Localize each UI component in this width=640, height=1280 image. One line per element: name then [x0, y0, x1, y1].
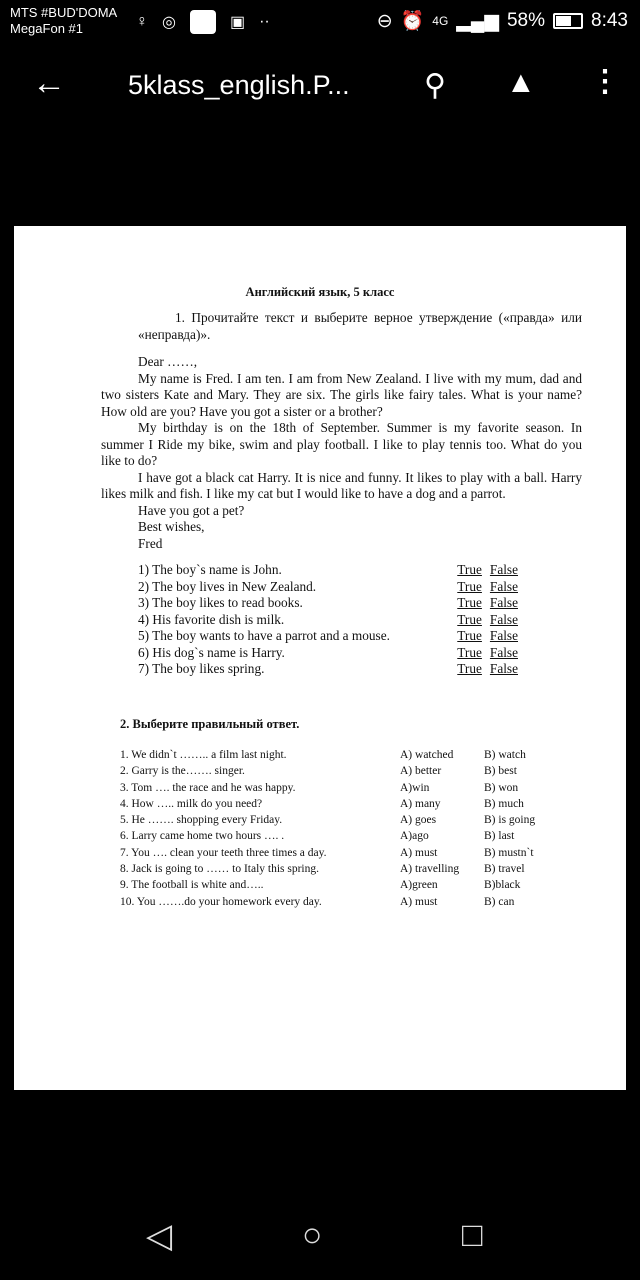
ok-icon: ♀ [136, 13, 148, 30]
question-text: 8. Jack is going to …… to Italy this spring. [120, 863, 320, 876]
option-b: B)black [484, 879, 521, 892]
false-option: False [489, 644, 518, 660]
document-title: 5klass_english.P... [128, 70, 350, 100]
statements [138, 562, 518, 678]
app-bar [0, 56, 640, 116]
statement-row [138, 562, 518, 579]
question-row [120, 845, 560, 861]
option-a: A) must [400, 846, 438, 859]
question-row [120, 780, 560, 796]
question-row [120, 747, 560, 763]
letter-line: Have you got a pet? [138, 502, 245, 518]
question-text: 7. You …. clean your teeth three times a day. [120, 846, 327, 859]
question-text: 9. The football is white and….. [120, 879, 264, 892]
option-b: B) best [484, 765, 517, 778]
option-a: A) many [400, 797, 441, 810]
navigation-bar [0, 1200, 640, 1280]
status-bar [0, 0, 640, 44]
option-b: B) last [484, 830, 515, 843]
letter-line: Dear ……, [138, 354, 198, 369]
search-icon[interactable]: ⚲ [424, 69, 446, 102]
true-option: True [457, 578, 482, 594]
false-option: False [489, 595, 518, 610]
true-option: True [457, 562, 482, 577]
target-icon: ◎ [162, 14, 176, 31]
option-b: B) can [484, 895, 515, 908]
letter [101, 354, 582, 552]
statement-text: 5) The boy wants to have a parrot and a mouse. [138, 628, 390, 643]
true-option: True [457, 611, 482, 627]
question-text: 4. How ….. milk do you need? [120, 797, 263, 810]
option-a: A) must [400, 895, 438, 908]
dnd-icon: ⊖ [376, 10, 393, 32]
statement-text: 4) His favorite dish is milk. [138, 611, 285, 627]
statement-text: 1) The boy`s name is John. [138, 562, 282, 577]
option-b: B) watch [484, 749, 526, 761]
carrier-info [10, 5, 117, 37]
true-option: True [457, 661, 482, 676]
question-row [120, 763, 560, 779]
statement-row [138, 579, 518, 596]
true-false-options [457, 645, 518, 662]
true-false-options [457, 595, 518, 612]
true-false-options [457, 562, 518, 579]
question-text: 6. Larry came home two hours …. . [120, 830, 285, 843]
false-option: False [489, 628, 518, 643]
question-row [120, 812, 560, 828]
option-a: A)ago [400, 830, 429, 843]
carrier-2: MegaFon #1 [10, 21, 83, 36]
add-to-drive-icon[interactable]: ▲ [506, 66, 536, 99]
option-b: B) much [484, 797, 524, 810]
false-option: False [489, 611, 518, 627]
option-a: A)win [400, 781, 430, 794]
question-text: 3. Tom …. the race and he was happy. [120, 781, 296, 794]
question-text: 10. You …….do your homework every day. [120, 895, 322, 908]
letter-line: My birthday is on the 18th of September. Summer is my favorite season. In summer I Ride my bike, swim and play football. I like to play tennis too. What do you like to do? [101, 420, 582, 468]
statement-text: 3) The boy likes to read books. [138, 595, 303, 610]
option-b: B) won [484, 781, 519, 794]
pdf-page [14, 226, 626, 1090]
signal-2-icon: ▂▄▆ [456, 10, 499, 32]
letter-line: I have got a black cat Harry. It is nice and funny. It likes to play with a ball. Harry likes milk and fish. I like my cat but I would like to have a dog and a parrot. [101, 469, 582, 501]
statement-row [138, 612, 518, 629]
question-text: 1. We didn`t …….. a film last night. [120, 749, 287, 761]
true-option: True [457, 628, 482, 643]
battery-percent: 58% [506, 10, 546, 31]
system-icons [377, 9, 628, 33]
alarm-icon: ⏰ [400, 11, 425, 32]
false-option: False [489, 578, 518, 594]
back-icon[interactable]: ← [32, 64, 66, 102]
gallery-icon: ▣ [229, 14, 246, 31]
statement-row [138, 628, 518, 645]
nav-back-icon[interactable]: ◁ [146, 1217, 173, 1255]
statement-row [138, 661, 518, 678]
notification-icons [136, 10, 270, 34]
letter-line: Best wishes, [138, 519, 205, 534]
option-a: A) travelling [400, 863, 460, 876]
true-false-options [457, 628, 518, 645]
signal-icon: 4G [432, 14, 449, 28]
true-option: True [457, 644, 482, 660]
option-a: A) better [400, 765, 442, 778]
statement-row [138, 645, 518, 662]
task-2-instruction: 2. Выберите правильный ответ. [120, 717, 300, 731]
question-text: 2. Garry is the……. singer. [120, 765, 245, 778]
true-false-options [457, 612, 518, 629]
questions [120, 747, 560, 910]
battery-icon [553, 13, 583, 29]
letter-line: My name is Fred. I am ten. I am from New Zealand. I live with my mum, dad and two sisters Kate and Mary. They are six. The girls like fairy tales. What is your name? How old are you? Have you got a sister or a brother? [101, 370, 582, 419]
doc-heading: Английский язык, 5 класс [245, 285, 395, 299]
statement-text: 2) The boy lives in New Zealand. [138, 578, 317, 594]
option-b: B) mustn`t [484, 846, 534, 859]
question-row [120, 877, 560, 893]
nav-home-icon[interactable]: ○ [302, 1216, 323, 1254]
task-1-instruction: 1. Прочитайте текст и выберите верное утверждение («правда» или «неправда)». [138, 310, 582, 342]
question-row [120, 894, 560, 910]
option-a: A) goes [400, 814, 437, 827]
true-false-options [457, 579, 518, 596]
question-text: 5. He ……. shopping every Friday. [120, 814, 283, 827]
false-option: False [489, 562, 518, 577]
more-options-icon[interactable]: ⋮ [590, 65, 620, 98]
true-false-options [457, 661, 518, 678]
statement-row [138, 595, 518, 612]
option-a: A)green [400, 879, 438, 892]
app-icon [190, 10, 216, 34]
clock: 8:43 [591, 10, 628, 31]
carrier-1: MTS #BUD'DOMA [10, 5, 118, 20]
question-row [120, 796, 560, 812]
more-dots-icon: ·· [259, 13, 270, 30]
false-option: False [489, 661, 518, 676]
statement-text: 7) The boy likes spring. [138, 661, 265, 676]
nav-recents-icon[interactable]: □ [462, 1216, 483, 1254]
true-option: True [457, 595, 482, 610]
letter-line: Fred [138, 535, 163, 551]
option-a: A) watched [400, 749, 454, 761]
statement-text: 6) His dog`s name is Harry. [138, 644, 285, 660]
option-b: B) travel [484, 863, 525, 876]
question-row [120, 861, 560, 877]
option-b: B) is going [484, 814, 536, 827]
question-row [120, 828, 560, 844]
